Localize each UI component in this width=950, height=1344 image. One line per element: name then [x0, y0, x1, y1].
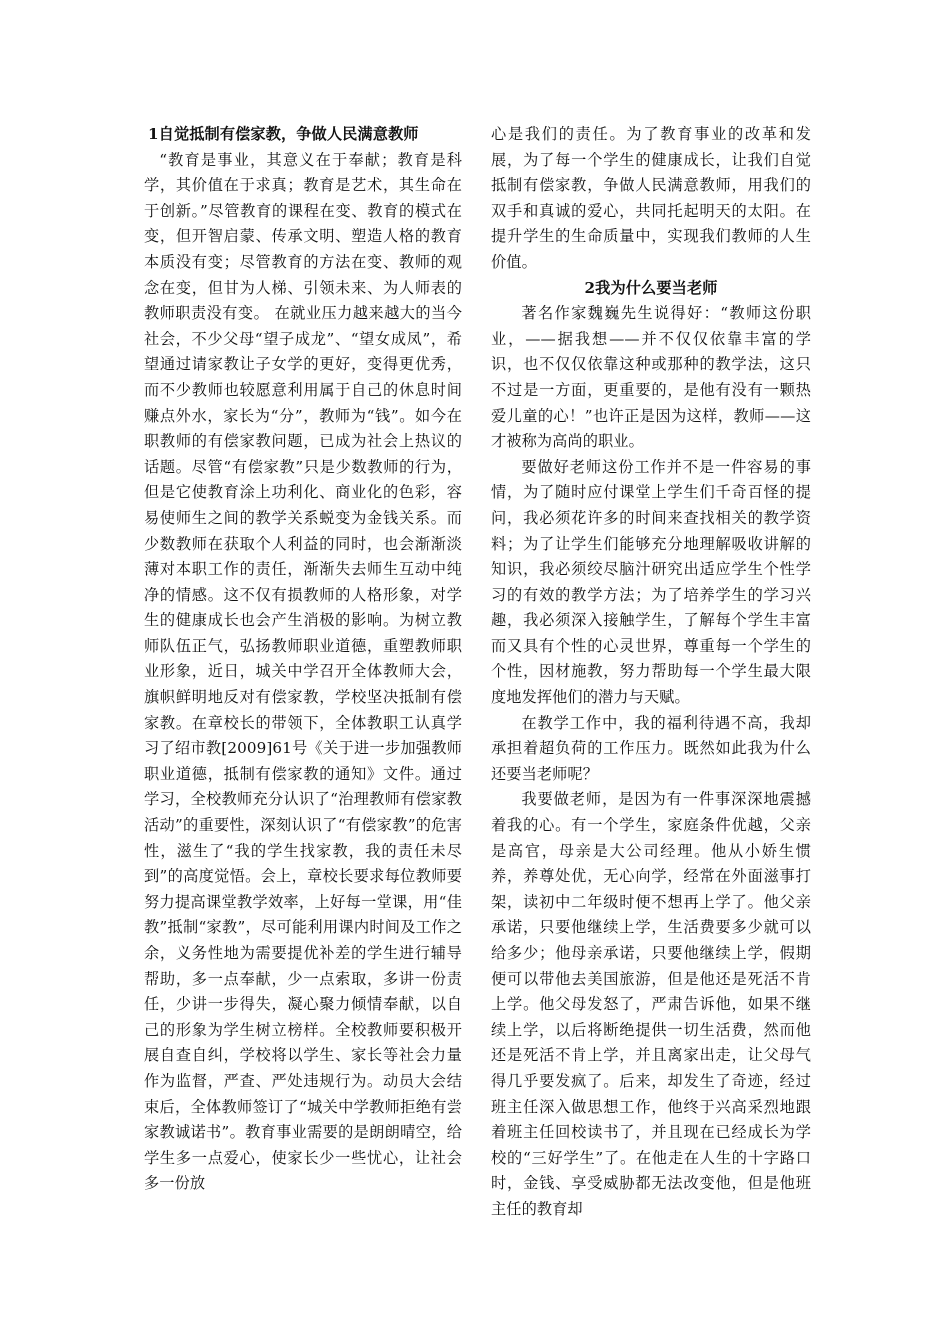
article-1-title: 1自觉抵制有偿家教，争做人民满意教师 [148, 125, 419, 143]
article-1-continuation: 心是我们的责任。为了教育事业的改革和发展，为了每一个学生的健康成长，让我们自觉抵制有偿家教，争做人民满意教师，用我们的双手和真诚的爱心，共同托起明天的太阳。在提升学生的生命质量中，实现我们教师的人生价值。 [491, 125, 811, 271]
article-2-paragraph-4: 我要做老师，是因为有一件事深深地震撼着我的心。有一个学生，家庭条件优越，父亲是高官，母亲是大公司经理。他从小娇生惯养，养尊处优，无心向学，经常在外面滋事打架，读初中二年级时便不想再上学了。他父亲承诺，只要他继续上学，生活费要多少就可以给多少；他母亲承诺，只要他继续上学，假期便可以带他去美国旅游，但是他还是死活不肯上学。他父母发怒了，严肃告诉他，如果不继续上学，以后将断绝提供一切生活费，然而他还是死活不肯上学，并且离家出走，让父母气得几乎要发疯了。后来，却发生了奇迹，经过班主任深入做思想工作，他终于兴高采烈地跟着班主任回校读书了，并且现在已经成长为学校的“三好学生”了。在他走在人生的十字路口时，金钱、享受威胁都无法改变他，但是他班主任的教育却 [491, 790, 811, 1218]
left-column [144, 122, 462, 1197]
article-2-title: 2我为什么要当老师 [584, 278, 718, 297]
article-2-paragraph-1: 著名作家魏巍先生说得好：“教师这份职业，——据我想——并不仅仅依靠丰富的学识，也不仅仅依靠这种或那种的教学法，这只不过是一方面，更重要的，是他有没有一颗热爱儿童的心！”也许正是因为这样，教师——这才被称为高尚的职业。 [491, 304, 811, 451]
article-1-body: “教育是事业，其意义在于奉献；教育是科学，其价值在于求真；教育是艺术，其生命在于创新。”尽管教育的课程在变、教育的模式在变，但开智启蒙、传承文明、塑造人格的教育本质没有变；尽管教育的方法在变、教师的观念在变，但甘为人梯、引领未来、为人师表的教师职责没有变。 在就业压力越来越大的当今社会，不少父母“望子成龙”、“望女成凤”，希望通过请家教让子女学的更好，变得更优秀，而不少教师也较愿意利用属于自己的休息时间赚点外水，家长为“分”，教师为“钱”。如今在职教师的有偿家教问题，已成为社会上热议的话题。尽管“有偿家教”只是少数教师的行为，但是它使教育涂上功利化、商业化的色彩，容易使师生之间的教学关系蜕变为金钱关系。而少数教师在获取个人利益的同时，也会渐渐淡薄对本职工作的责任，渐渐失去师生互动中纯净的情感。这不仅有损教师的人格形象，对学生的健康成长也会产生消极的影响。为树立教师队伍正气，弘扬教师职业道德，重塑教师职业形象，近日，城关中学召开全体教师大会，旗帜鲜明地反对有偿家教，学校坚决抵制有偿家教。在章校长的带领下，全体教职工认真学习了绍市教[2009]61号《关于进一步加强教师职业道德，抵制有偿家教的通知》文件。通过学习，全校教师充分认识了“治理教师有偿家教活动”的重要性，深刻认识了“有偿家教”的危害性，滋生了“我的学生找家教，我的责任未尽到”的高度觉悟。会上，章校长要求每位教师要努力提高课堂教学效率，上好每一堂课，用“佳教”抵制“家教”，尽可能利用课内时间及工作之余，义务性地为需要提优补差的学生进行辅导帮助，多一点奉献，少一点索取，多讲一份责任，少讲一步得失，凝心聚力倾情奉献，以自己的形象为学生树立榜样。全校教师要积极开展自查自纠，学校将以学生、家长等社会力量作为监督，严查、严处违规行为。动员大会结束后，全体教师签订了“城关中学教师拒绝有尝家教诚诺书”。教育事业需要的是朗朗晴空，给学生多一点爱心，使家长少一些忧心，让社会多一份放 [144, 150, 462, 1193]
article-2-paragraph-2: 要做好老师这份工作并不是一件容易的事情，为了随时应付课堂上学生们千奇百怪的提问，我必须花许多的时间来查找相关的教学资料；为了让学生们能够充分地理解吸收讲解的知识，我必须绞尽脑汁研究出适应学生个性学习的有效的教学方法；为了培养学生的学习兴趣，我必须深入接触学生，了解每个学生丰富而又具有个性的心灵世界，尊重每一个学生的个性，因材施教，努力帮助每一个学生最大限度地发挥他们的潜力与天赋。 [491, 457, 811, 707]
right-column [491, 122, 811, 1223]
article-2-paragraph-3: 在教学工作中，我的福利待遇不高，我却承担着超负荷的工作压力。既然如此我为什么还要当老师呢？ [491, 713, 811, 783]
